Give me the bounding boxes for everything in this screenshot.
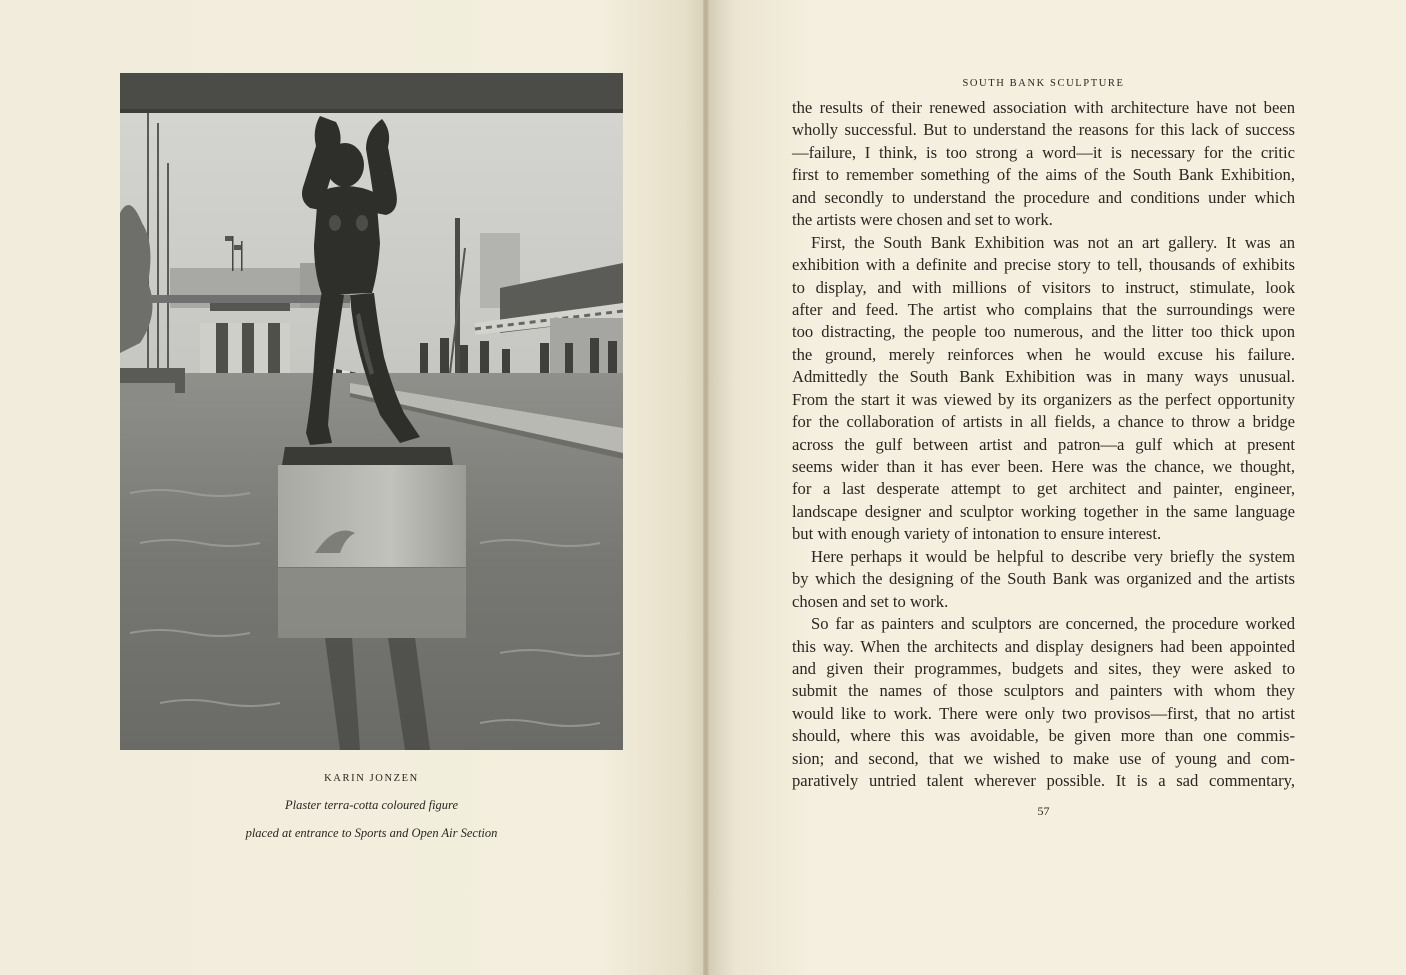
photo-illustration	[120, 73, 623, 750]
text-line: and secondly to understand the procedure and conditions under which	[792, 187, 1295, 207]
text-line: the artists were chosen and set to work.	[792, 210, 1053, 230]
text-line: wholly successful. But to understand the reasons for this lack of success	[792, 120, 1295, 140]
text-line: From the start it was viewed by its organizers as the perfect opportunity	[792, 389, 1295, 409]
text-line: Admittedly the South Bank Exhibition was in many ways unusual.	[792, 367, 1295, 387]
text-line: but with enough variety of intonation to ensure interest.	[792, 524, 1162, 544]
text-line: for a last desperate attempt to get architect and painter, engineer,	[792, 479, 1295, 499]
caption-description-line-2: placed at entrance to Sports and Open Air Section	[245, 826, 498, 840]
running-head: SOUTH BANK SCULPTURE	[962, 78, 1125, 89]
sculpture-photograph	[120, 73, 623, 750]
text-line: too distracting, the people too numerous, and the litter too thick upon	[792, 322, 1295, 342]
text-line: and given their programmes, budgets and sites, they were asked to	[792, 658, 1295, 678]
text-line: the results of their renewed association with architecture have not been	[792, 98, 1295, 117]
caption-artist-name: KARIN JONZEN	[324, 773, 419, 784]
text-line: submit the names of those sculptors and painters with whom they	[792, 681, 1295, 701]
text-line: So far as painters and sculptors are concerned, the procedure worked	[811, 614, 1295, 634]
text-line: Here perhaps it would be helpful to describe very briefly the system	[811, 546, 1295, 566]
text-line: landscape designer and sculptor working together in the same language	[792, 501, 1295, 521]
book-gutter	[703, 0, 709, 975]
body-text	[792, 97, 1295, 793]
text-line: for the collaboration of artists in all fields, a chance to throw a bridge	[792, 412, 1295, 432]
text-line: by which the designing of the South Bank was organized and the artists	[792, 569, 1295, 589]
text-line: First, the South Bank Exhibition was not an art gallery. It was an	[811, 232, 1295, 252]
text-line: the ground, merely reinforces when he would excuse his failure.	[792, 344, 1295, 364]
text-line: seems wider than it has ever been. Here was the chance, we thought,	[792, 457, 1295, 476]
text-line: after and feed. The artist who complains that the surroundings were	[792, 299, 1295, 319]
text-line: paratively untried talent wherever possible. It is a sad commentary,	[792, 771, 1295, 791]
text-line: to display, and with millions of visitors to instruct, stimulate, look	[792, 277, 1295, 297]
caption-description-line-1: Plaster terra-cotta coloured figure	[284, 798, 458, 812]
text-line: chosen and set to work.	[792, 591, 949, 611]
text-line: this way. When the architects and display designers had been appointed	[792, 636, 1295, 656]
text-line: should, where this was avoidable, be given more than one commis-	[792, 726, 1295, 746]
text-line: —failure, I think, is too strong a word—it is necessary for the critic	[792, 142, 1295, 162]
text-line: across the gulf between artist and patron—a gulf which at present	[792, 434, 1295, 454]
text-line: first to remember something of the aims of the South Bank Exhibition,	[792, 165, 1295, 185]
page-number: 57	[1037, 804, 1050, 818]
text-line: would like to work. There were only two provisos—first, that no artist	[792, 703, 1295, 723]
text-line: sion; and second, that we wished to make use of young and com-	[792, 748, 1295, 768]
text-line: exhibition with a definite and precise story to tell, thousands of exhibits	[792, 255, 1295, 275]
